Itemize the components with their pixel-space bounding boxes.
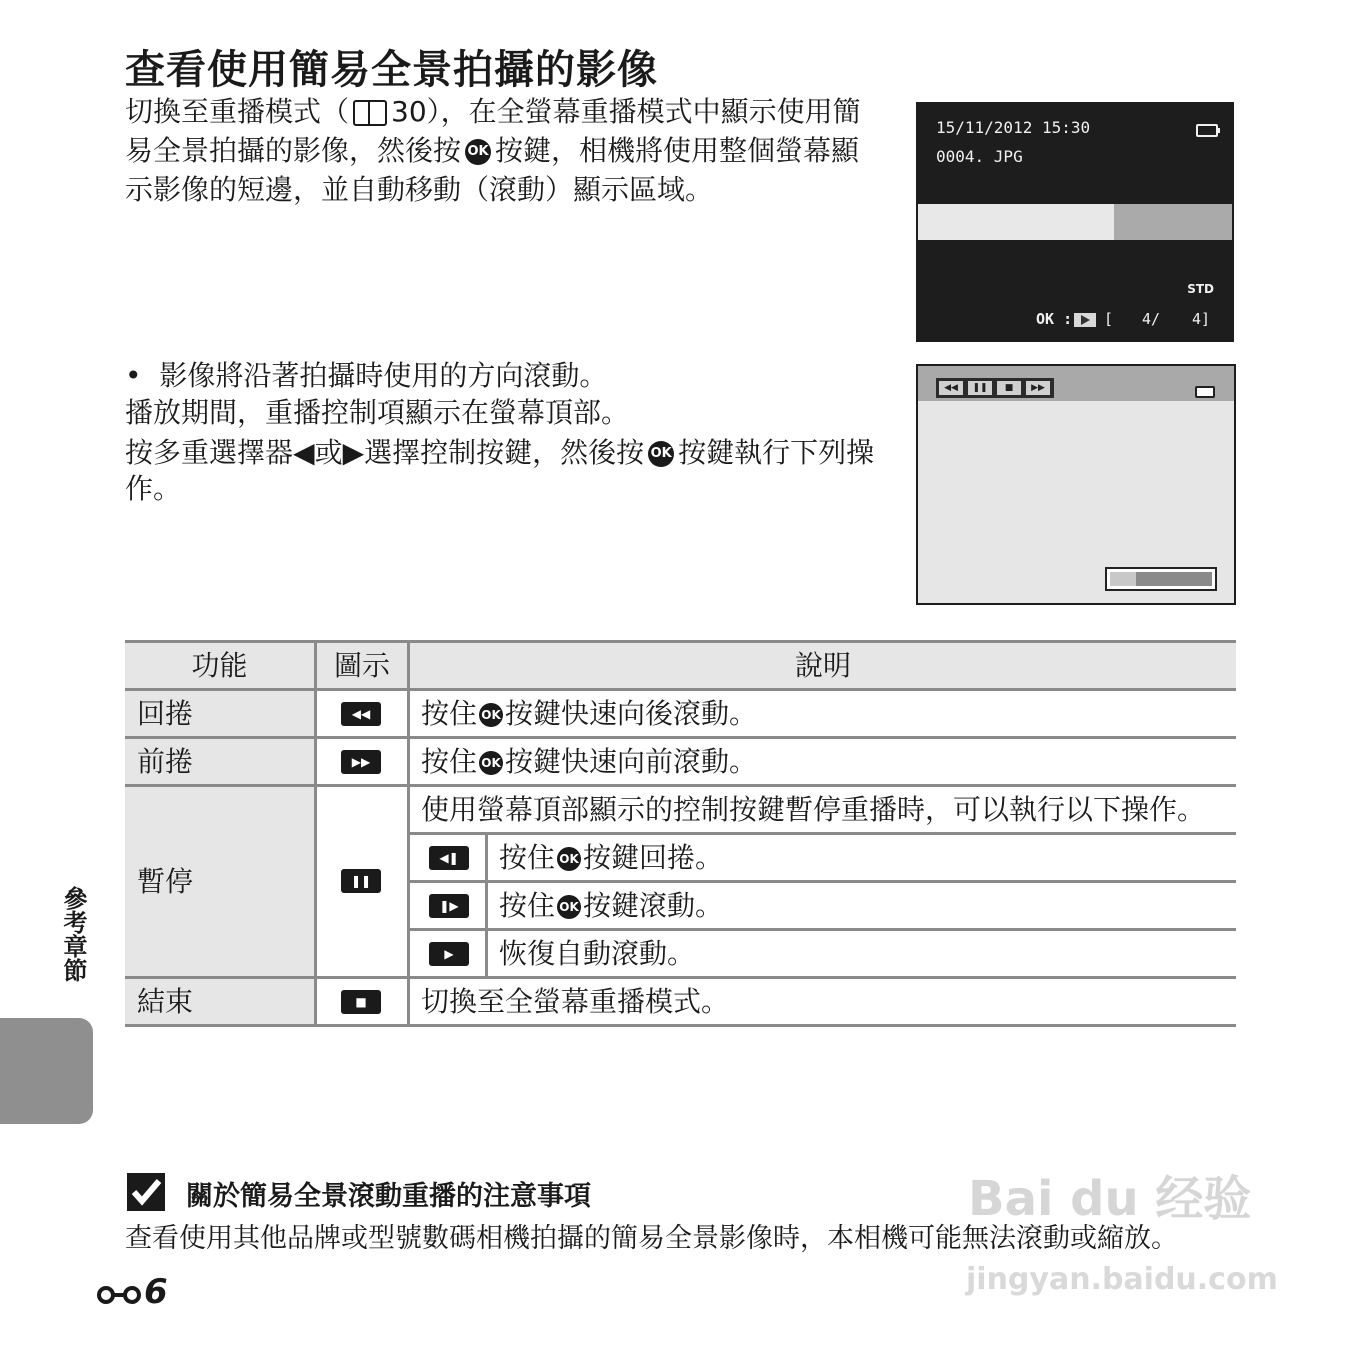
- right-arrow-icon: ▶: [342, 436, 365, 469]
- section-side-label: 參考章節: [59, 886, 87, 982]
- rule: [125, 784, 1236, 787]
- note-body: 查看使用其他品牌或型號數碼相機拍攝的簡易全景影像時，本相機可能無法滾動或縮放。: [125, 1223, 1178, 1254]
- image-total: 4]: [1192, 310, 1211, 328]
- pause-icon: ❚❚: [341, 869, 381, 893]
- sub-row-description: 按住 OK 按鍵回捲。: [499, 841, 724, 874]
- battery-icon: [1196, 124, 1218, 137]
- page-title: 查看使用簡易全景拍攝的影像: [125, 47, 658, 93]
- header-icon: 圖示: [317, 643, 407, 689]
- table-row-description: 切換至全螢幕重播模式。: [421, 985, 730, 1018]
- forward-control-icon[interactable]: ▶▶: [1026, 381, 1050, 395]
- sub-row-description: 按住 OK 按鍵滾動。: [499, 889, 724, 922]
- table-row-function: 回捲: [125, 691, 314, 737]
- ok-button-icon: OK: [479, 751, 503, 775]
- stop-icon: ■: [341, 990, 381, 1014]
- page-number: 6: [96, 1272, 168, 1312]
- watermark-logo: Bai du 经验: [968, 1171, 1252, 1227]
- rule: [125, 1024, 1236, 1027]
- ok-button-icon: OK: [557, 895, 581, 919]
- left-arrow-icon: ◀: [293, 436, 315, 469]
- panorama-std-icon: STD: [1187, 282, 1214, 296]
- info-line: 播放期間，重播控制項顯示在螢幕頂部。: [125, 396, 630, 429]
- battery-icon: [1195, 386, 1215, 398]
- rule: [125, 976, 1236, 979]
- pause-control-icon[interactable]: ❚❚: [968, 381, 992, 395]
- ok-button-icon: OK: [557, 847, 581, 871]
- intro-paragraph: 切換至重播模式（ 30），在全螢幕重播模式中顯示使用簡易全景拍攝的影像，然後按 OK 按鍵，相機將使用整個螢幕顯示影像的短邊，並自動移動（滾動）顯示區域。: [125, 95, 861, 206]
- step-back-icon: ◀❚: [429, 846, 469, 870]
- filename-readout: 0004. JPG: [936, 147, 1023, 166]
- scroll-position-indicator: [1105, 567, 1217, 591]
- play-icon: ▶: [429, 942, 469, 966]
- ok-play-hint: OK :: [1036, 310, 1096, 328]
- stop-control-icon[interactable]: ■: [997, 381, 1021, 395]
- rule: [125, 640, 1236, 643]
- play-icon: [1074, 313, 1096, 327]
- table-row-description: 按住 OK 按鍵快速向後滾動。: [421, 697, 758, 730]
- rule: [485, 832, 488, 976]
- section-tab: [0, 1018, 93, 1124]
- ok-button-icon: OK: [648, 441, 674, 467]
- watermark-url: jingyan.baidu.com: [966, 1262, 1278, 1297]
- rule: [410, 832, 1236, 835]
- bullet-item: • 影像將沿著拍攝時使用的方向滾動。: [125, 359, 608, 392]
- rewind-control-icon[interactable]: ◀◀: [939, 381, 963, 395]
- step-forward-icon: ❚▶: [429, 894, 469, 918]
- table-row-description: 使用螢幕頂部顯示的控制按鍵暫停重播時，可以執行以下操作。: [421, 793, 1206, 826]
- panorama-strip-shade: [1114, 204, 1232, 240]
- instruction-line: 按多重選擇器◀或▶選擇控制按鍵，然後按 OK 按鍵執行下列操作。: [125, 436, 875, 505]
- reference-section-icon: [96, 1281, 144, 1307]
- page-reference-number: 30: [391, 95, 427, 128]
- table-row-function: 結束: [125, 979, 314, 1025]
- camera-screen-fullframe: [916, 102, 1234, 342]
- rule: [314, 640, 317, 1026]
- camera-screen-scrolling: [916, 364, 1236, 605]
- ok-button-icon: OK: [479, 703, 503, 727]
- rule: [410, 880, 1236, 883]
- page-reference-icon: [353, 100, 387, 126]
- datetime-readout: 15/11/2012 15:30: [936, 118, 1091, 137]
- image-index: 4/: [1142, 310, 1161, 328]
- table-row-function: 暫停: [125, 787, 314, 976]
- ok-button-icon: OK: [465, 139, 491, 165]
- rewind-icon: ◀◀: [341, 702, 381, 726]
- table-row-description: 按住 OK 按鍵快速向前滾動。: [421, 745, 758, 778]
- count-bracket: [: [1104, 310, 1114, 328]
- header-function: 功能: [125, 643, 314, 689]
- rule: [410, 928, 1236, 931]
- rule: [125, 688, 1236, 691]
- checkmark-icon: [127, 1173, 165, 1211]
- function-table: [125, 640, 1236, 1026]
- rule: [407, 640, 410, 1026]
- sub-row-description: 恢復自動滾動。: [499, 937, 696, 970]
- rule: [125, 736, 1236, 739]
- forward-icon: ▶▶: [341, 750, 381, 774]
- header-description: 說明: [410, 643, 1236, 689]
- table-row-function: 前捲: [125, 739, 314, 785]
- note-title: 關於簡易全景滾動重播的注意事項: [186, 1181, 591, 1212]
- playback-controls: [936, 378, 1054, 398]
